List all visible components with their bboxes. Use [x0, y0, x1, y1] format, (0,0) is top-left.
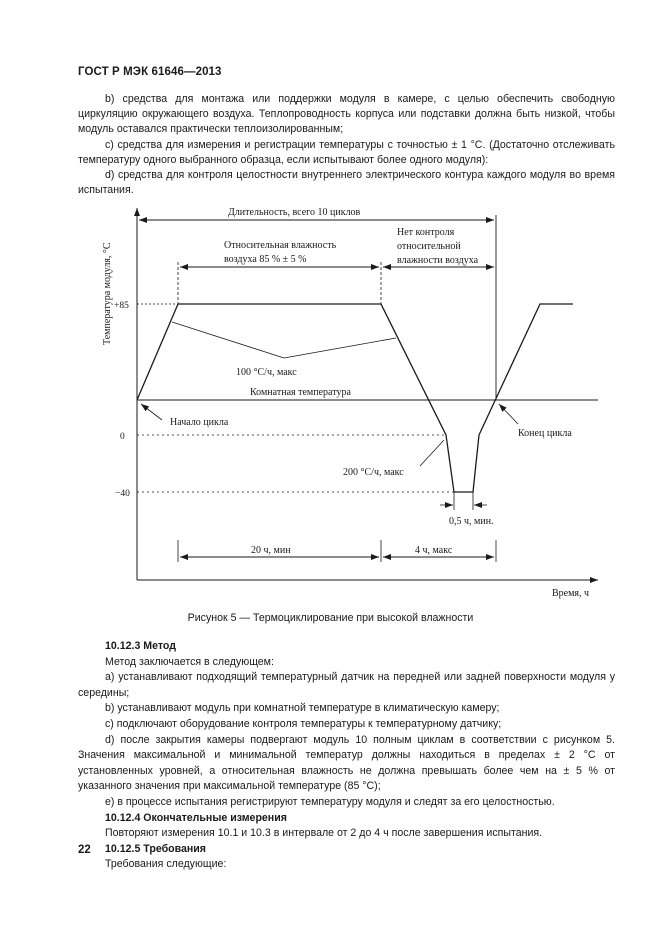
no-control-label-1: Нет контроля: [397, 227, 455, 238]
rate-up-pointer-left: [172, 322, 284, 358]
method-sections: [78, 639, 615, 873]
no-control-label-3: влажности воздуха: [397, 255, 479, 266]
method-step-a: a) устанавливают подходящий температурный датчик на передней или задней поверхности модуля у середины;: [78, 671, 615, 699]
x-axis-label: Время, ч: [552, 588, 590, 599]
method-step-b: b) устанавливают модуль при комнатной температуре в климатическую камеру;: [105, 702, 500, 715]
page-number: 22: [78, 844, 91, 856]
section-heading-requirements: 10.12.5 Требования: [105, 842, 206, 855]
final-measurements-text: Повторяют измерения 10.1 и 10.3 в интервале от 2 до 4 ч после завершения испытания.: [105, 827, 543, 840]
figure-caption: Рисунок 5 — Термоциклирование при высокой влажности: [187, 612, 474, 624]
y-axis-label: Температура модуля, °C: [102, 242, 113, 345]
y-tick-0: 0: [120, 432, 125, 442]
hours-4-label: 4 ч, макс: [415, 545, 453, 556]
dwell-label: 0,5 ч, мин.: [449, 516, 494, 527]
intro-paragraph-b: b) средства для монтажа или поддержки модуля в камере, с целью обеспечить свободную циркуляцию окружающего воздуха. Теплопроводность корпуса или подставки должна быть низкой, чтобы модуль оставался практически теплоизолированным;: [78, 93, 615, 136]
rate-down-pointer: [420, 440, 444, 466]
cycle-end-label: Конец цикла: [518, 428, 572, 439]
rate-up-pointer-right: [284, 338, 396, 358]
rate-up-label: 100 °C/ч, макс: [236, 367, 297, 378]
cycle-end-pointer: [499, 404, 518, 424]
humidity-label-2: воздуха 85 % ± 5 %: [224, 254, 307, 265]
cycle-start-pointer: [141, 404, 162, 420]
y-tick-minus40: −40: [115, 489, 130, 499]
rate-down-label: 200 °C/ч, макс: [343, 467, 404, 478]
document-header: ГОСТ Р МЭК 61646—2013: [78, 66, 222, 78]
temperature-profile-curve: [137, 304, 573, 492]
intro-paragraph-c: c) средства для измерения и регистрации температуры с точностью ± 1 °C. (Достаточно отслеживать температуру одного выбранного образца, если испытывают более одного модуля):: [78, 138, 615, 166]
y-tick-plus85: +85: [114, 301, 129, 311]
room-temperature-label: Комнатная температура: [250, 387, 351, 398]
method-step-d: d) после закрытия камеры подвергают модуль 10 полным циклам в соответствии с рисунком 5. Значения максимальной и минимальной температур должны находиться в пределах ± 2 °C от установленных уровней, а относительная влажность не должна превышать более чем на ± 5 % от указанного значения при максимальной температуре (85 °C);: [78, 733, 615, 793]
cycle-start-label: Начало цикла: [170, 417, 229, 428]
method-step-e: e) в процессе испытания регистрируют температуру модуля и следят за его целостностью.: [105, 795, 555, 808]
requirements-text: Требования следующие:: [105, 858, 227, 871]
method-intro: Метод заключается в следующем:: [105, 655, 274, 668]
intro-paragraph-d: d) средства для контроля целостности внутреннего электрического контура каждого модуля во время испытания.: [78, 169, 615, 197]
section-heading-method: 10.12.3 Метод: [105, 640, 176, 652]
duration-label: Длительность, всего 10 циклов: [228, 207, 361, 218]
no-control-label-2: относительной: [397, 241, 461, 252]
method-step-c: c) подключают оборудование контроля температуры к температурному датчику;: [105, 717, 502, 730]
humidity-label-1: Относительная влажность: [224, 240, 337, 251]
section-heading-final: 10.12.4 Окончательные измерения: [105, 811, 287, 824]
hours-20-label: 20 ч, мин: [251, 545, 291, 556]
